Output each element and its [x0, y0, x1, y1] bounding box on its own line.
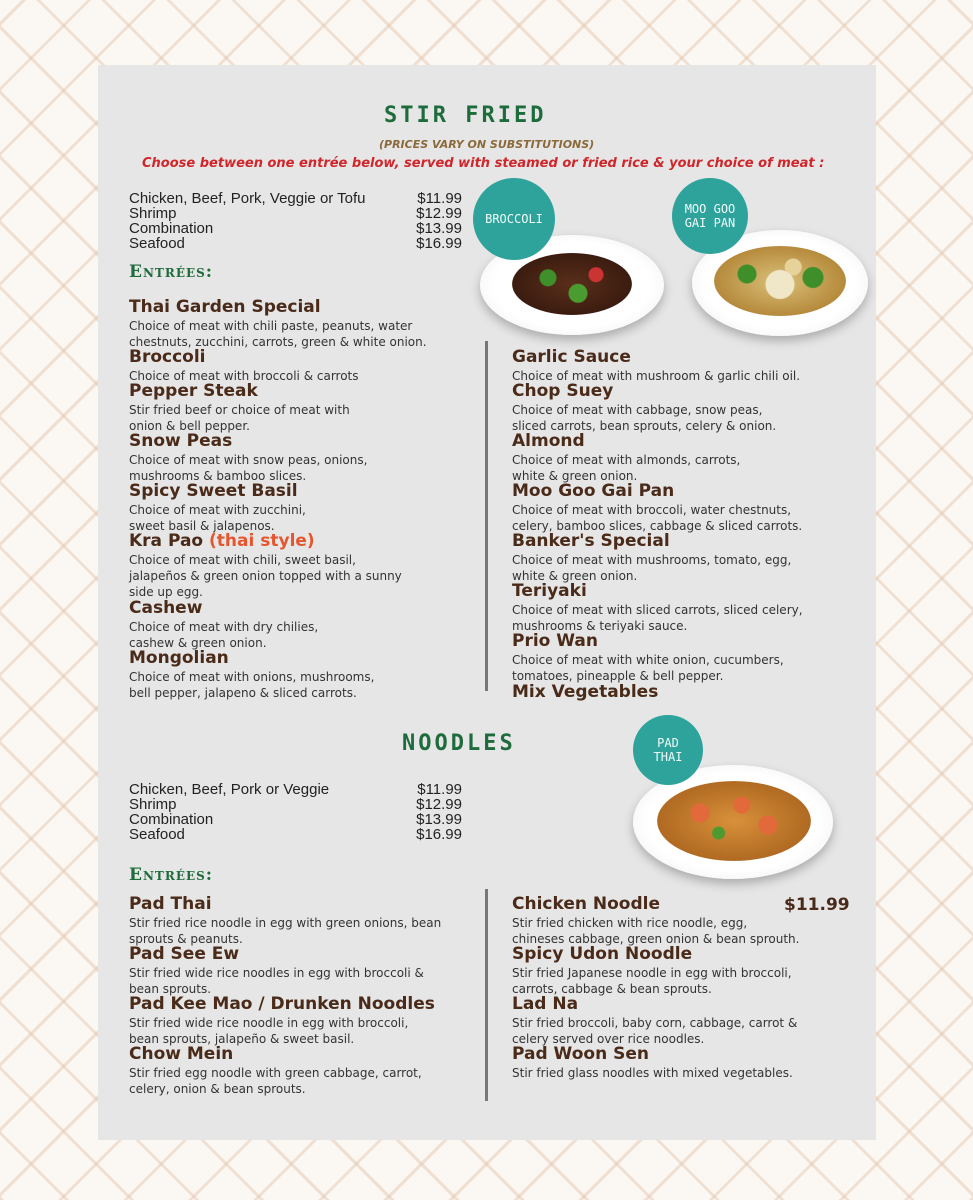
price-value: $12.99 — [416, 796, 462, 813]
price-row — [129, 797, 462, 812]
menu-item-name: Pad Kee Mao / Drunken Noodles — [129, 994, 435, 1014]
price-value: $12.99 — [416, 205, 462, 222]
noodles-title: NOODLES — [402, 731, 516, 756]
menu-item-description: Choice of meat with chili paste, peanuts, water chestnuts, zucchini, carrots, green & white onion. — [129, 319, 427, 349]
menu-item-name: Spicy Sweet Basil — [129, 481, 298, 501]
menu-item-description: Choice of meat with chili, sweet basil, jalapeños & green onion topped with a sunny side up egg. — [129, 553, 402, 599]
price-value: $11.99 — [417, 781, 462, 798]
menu-item-name: Pad Thai — [129, 894, 212, 914]
menu-item-description: Stir fried beef or choice of meat with onion & bell pepper. — [129, 403, 350, 433]
menu-item-name: Chow Mein — [129, 1044, 234, 1064]
menu-item-description: Choice of meat with snow peas, onions, mushrooms & bamboo slices. — [129, 453, 368, 483]
price-label: Combination — [129, 811, 214, 828]
price-value: $11.99 — [417, 190, 462, 207]
menu-item-name: Banker's Special — [512, 531, 670, 551]
price-label: Chicken, Beef, Pork, Veggie or Tofu — [129, 190, 366, 207]
menu-item-description: Choice of meat with almonds, carrots, white & green onion. — [512, 453, 741, 483]
menu-item-name: Chicken Noodle — [512, 894, 660, 914]
menu-item-name — [129, 532, 315, 551]
menu-item-name: Mix Vegetables — [512, 682, 659, 702]
thai-style-label: (thai style) — [209, 531, 315, 551]
menu-item-name: Pad See Ew — [129, 944, 240, 964]
price-value: $16.99 — [416, 235, 462, 252]
price-row — [129, 236, 462, 251]
menu-item-name: Almond — [512, 431, 585, 451]
menu-item-name: Cashew — [129, 598, 203, 618]
substitutions-note: (PRICES VARY ON SUBSTITUTIONS) — [379, 138, 595, 151]
price-row — [129, 782, 462, 797]
price-label: Shrimp — [129, 796, 177, 813]
price-row — [129, 812, 462, 827]
menu-sheet — [98, 65, 876, 1140]
entrees-heading: Entrées: — [129, 262, 214, 282]
price-label: Shrimp — [129, 205, 177, 222]
price-value: $13.99 — [416, 220, 462, 237]
price-row — [129, 191, 462, 206]
price-value: $13.99 — [416, 811, 462, 828]
menu-item-description: Stir fried glass noodles with mixed vegetables. — [512, 1066, 793, 1080]
menu-item-description: Stir fried rice noodle in egg with green onions, bean sprouts & peanuts. — [129, 916, 442, 946]
menu-item-description: Choice of meat with broccoli & carrots — [129, 369, 359, 383]
menu-item-name: Spicy Udon Noodle — [512, 944, 693, 964]
menu-item-description: Stir fried chicken with rice noodle, egg, chineses cabbage, green onion & bean sprouth. — [512, 916, 800, 946]
menu-item-description: Stir fried egg noodle with green cabbage, carrot, celery, onion & bean sprouts. — [129, 1066, 422, 1096]
price-label: Seafood — [129, 235, 185, 252]
menu-item-description: Choice of meat with sliced carrots, sliced celery, mushrooms & teriyaki sauce. — [512, 603, 803, 633]
menu-item-description: Choice of meat with dry chilies, cashew & green onion. — [129, 620, 319, 650]
menu-item-name: Pepper Steak — [129, 381, 258, 401]
menu-item-description: Stir fried Japanese noodle in egg with broccoli, carrots, cabbage & bean sprouts. — [512, 966, 792, 996]
entrees-heading: Entrées: — [129, 865, 214, 885]
menu-item-name: Moo Goo Gai Pan — [512, 481, 675, 501]
menu-item-name: Broccoli — [129, 347, 206, 367]
price-label: Seafood — [129, 826, 185, 843]
menu-item-description: Choice of meat with white onion, cucumbers, tomatoes, pineapple & bell pepper. — [512, 653, 784, 683]
price-row — [129, 206, 462, 221]
broccoli-badge: BROCCOLI — [473, 178, 555, 260]
menu-item-name: Pad Woon Sen — [512, 1044, 649, 1064]
choose-instructions: Choose between one entrée below, served with steamed or fried rice & your choice of meat : — [142, 156, 825, 171]
price-label: Combination — [129, 220, 214, 237]
menu-item-price: $11.99 — [784, 895, 850, 915]
price-row — [129, 827, 462, 842]
menu-item-description: Choice of meat with cabbage, snow peas, sliced carrots, bean sprouts, celery & onion. — [512, 403, 777, 433]
menu-item-name: Mongolian — [129, 648, 229, 668]
column-divider — [485, 341, 488, 691]
menu-item-name: Garlic Sauce — [512, 347, 631, 367]
menu-item-description: Choice of meat with mushrooms, tomato, egg, white & green onion. — [512, 553, 792, 583]
menu-item-description: Choice of meat with broccoli, water chestnuts, celery, bamboo slices, cabbage & sliced carrots. — [512, 503, 803, 533]
menu-item-description: Choice of meat with zucchini, sweet basil & jalapenos. — [129, 503, 306, 533]
stir-fried-title: STIR FRIED — [384, 103, 547, 128]
menu-item-name: Snow Peas — [129, 431, 233, 451]
menu-item-description: Stir fried wide rice noodle in egg with broccoli, bean sprouts, jalapeño & sweet basil. — [129, 1016, 409, 1046]
menu-item-description: Stir fried wide rice noodles in egg with broccoli & bean sprouts. — [129, 966, 424, 996]
price-value: $16.99 — [416, 826, 462, 843]
menu-item-description: Choice of meat with onions, mushrooms, bell pepper, jalapeno & sliced carrots. — [129, 670, 375, 700]
menu-item-description: Stir fried broccoli, baby corn, cabbage, carrot & celery served over rice noodles. — [512, 1016, 798, 1046]
price-row — [129, 221, 462, 236]
menu-item-name: Thai Garden Special — [129, 297, 321, 317]
menu-item-name-text: Kra Pao — [129, 531, 204, 551]
menu-item-name: Teriyaki — [512, 581, 587, 601]
price-label: Chicken, Beef, Pork or Veggie — [129, 781, 330, 798]
pad-thai-badge: PAD THAI — [633, 715, 703, 785]
menu-item-name: Chop Suey — [512, 381, 614, 401]
column-divider — [485, 889, 488, 1101]
moo-goo-gai-pan-badge: MOO GOO GAI PAN — [672, 178, 748, 254]
menu-item-name: Lad Na — [512, 994, 579, 1014]
menu-item-description: Choice of meat with mushroom & garlic chili oil. — [512, 369, 801, 383]
menu-item-name: Prio Wan — [512, 631, 598, 651]
